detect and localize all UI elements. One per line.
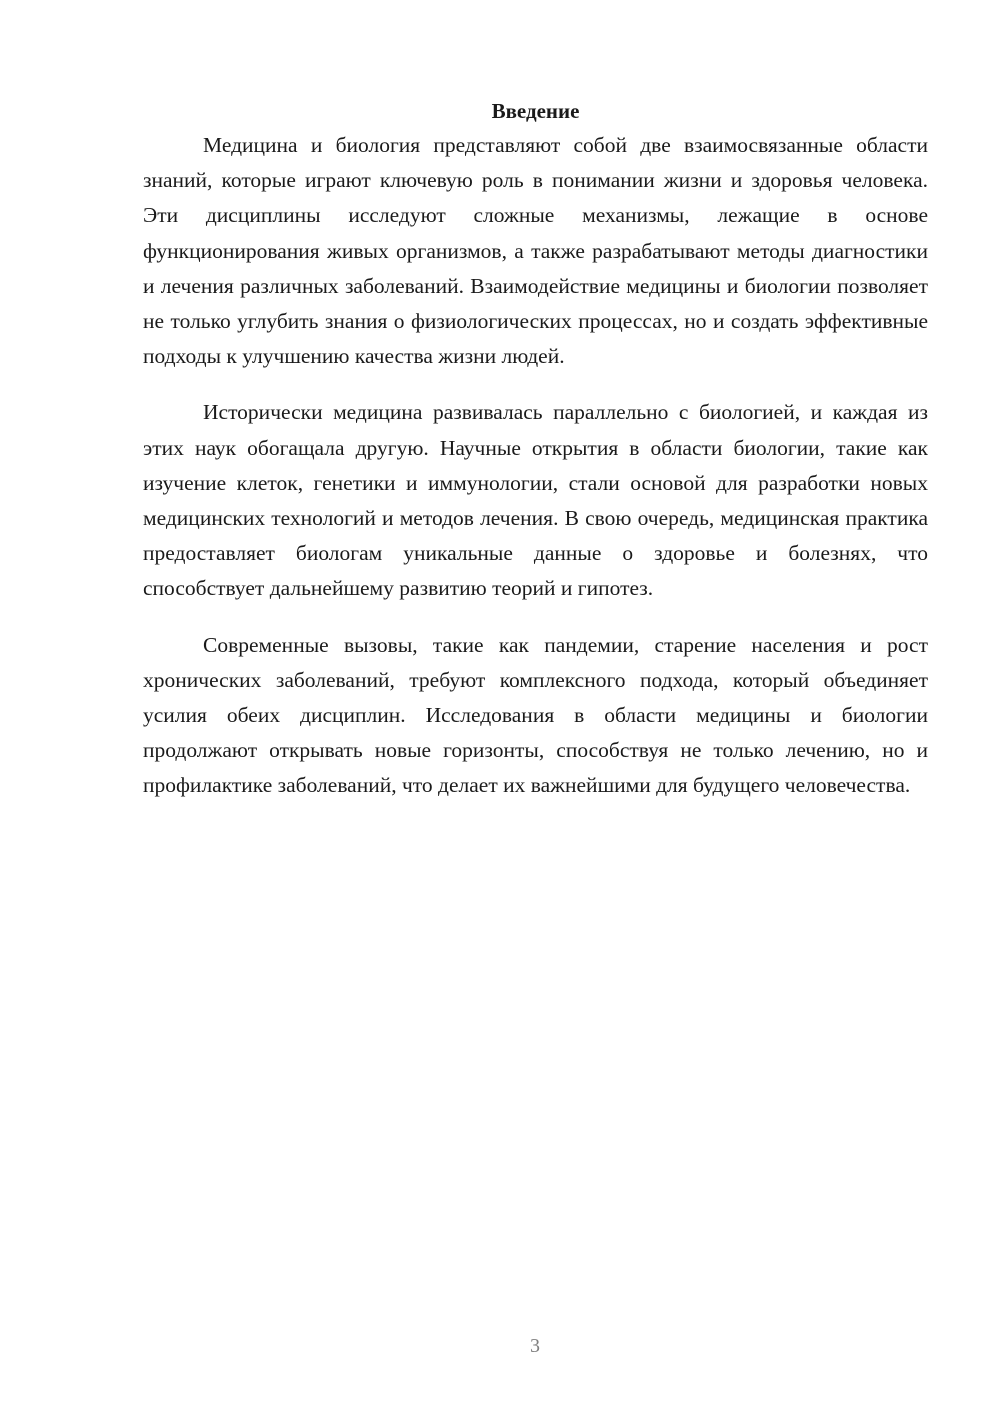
page-content bbox=[143, 94, 928, 804]
paragraph-1: Медицина и биология представляют собой две взаимосвязанные области знаний, которые играют ключевую роль в понимании жизни и здоровья человека. Эти дисциплины исследуют сложные механизмы, лежащие в основе функционирования живых организмов, а также разрабатывают методы диагностики и лечения различных заболеваний. Взаимодействие медицины и биологии позволяет не только углубить знания о физиологических процессах, но и создать эффективные подходы к улучшению качества жизни людей. bbox=[143, 133, 928, 369]
paragraph-2: Исторически медицина развивалась параллельно с биологией, и каждая из этих наук обогащала другую. Научные открытия в области биологии, такие как изучение клеток, генетики и иммунологии, стали основой для разработки новых медицинских технологий и методов лечения. В свою очередь, медицинская практика предоставляет биологам уникальные данные о здоровье и болезнях, что способствует дальнейшему развитию теорий и гипотез. bbox=[143, 400, 928, 601]
page-number: 3 bbox=[530, 1335, 540, 1357]
paragraph-3: Современные вызовы, такие как пандемии, старение населения и рост хронических заболеваний, требуют комплексного подхода, который объединяет усилия обеих дисциплин. Исследования в области медицины и биологии продолжают открывать новые горизонты, способствуя не только лечению, но и профилактике заболеваний, что делает их важнейшими для будущего человечества. bbox=[143, 632, 928, 798]
section-heading: Введение bbox=[491, 99, 580, 123]
